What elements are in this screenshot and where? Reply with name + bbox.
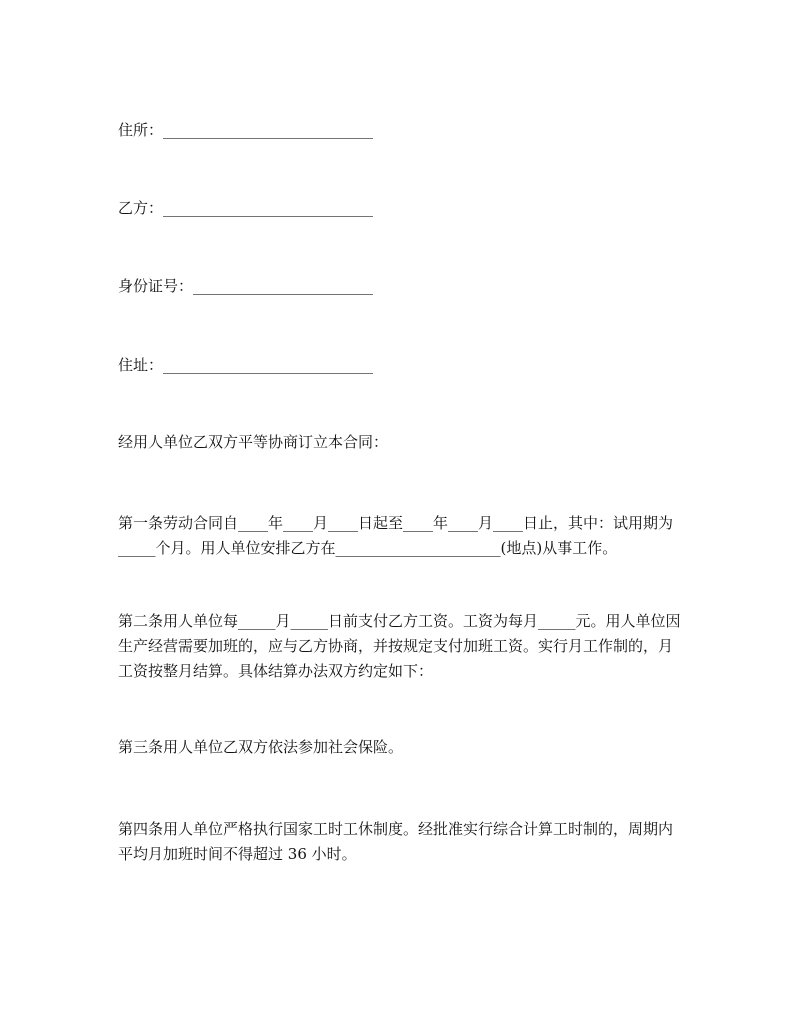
contract-intro: 经用人单位乙双方平等协商订立本合同：: [118, 433, 389, 451]
article-3: 第三条用人单位乙双方依法参加社会保险。: [118, 738, 404, 756]
article-2: 第二条用人单位每_____月_____日前支付乙方工资。工资为每月_____元。用人单位因生产经营需要加班的，应与乙方协商，并按规定支付加班工资。实行月工作制的，月工资按整月结算。具体结算办法双方约定如下：: [118, 612, 681, 680]
article-4: 第四条用人单位严格执行国家工时工休制度。经批准实行综合计算工时制的，周期内平均月加班时间不得超过 36 小时。: [118, 820, 674, 863]
article-1: 第一条劳动合同自____年____月____日起至____年____月____日止，其中：试用期为_____个月。用人单位安排乙方在______________________(地点)从事工作。: [118, 514, 674, 557]
address-field-line: 住所：____________________________: [118, 121, 374, 139]
residence-field-line: 住址：____________________________: [118, 356, 374, 374]
party-b-field-line: 乙方：____________________________: [118, 199, 374, 217]
id-number-field-line: 身份证号：________________________: [118, 277, 374, 295]
